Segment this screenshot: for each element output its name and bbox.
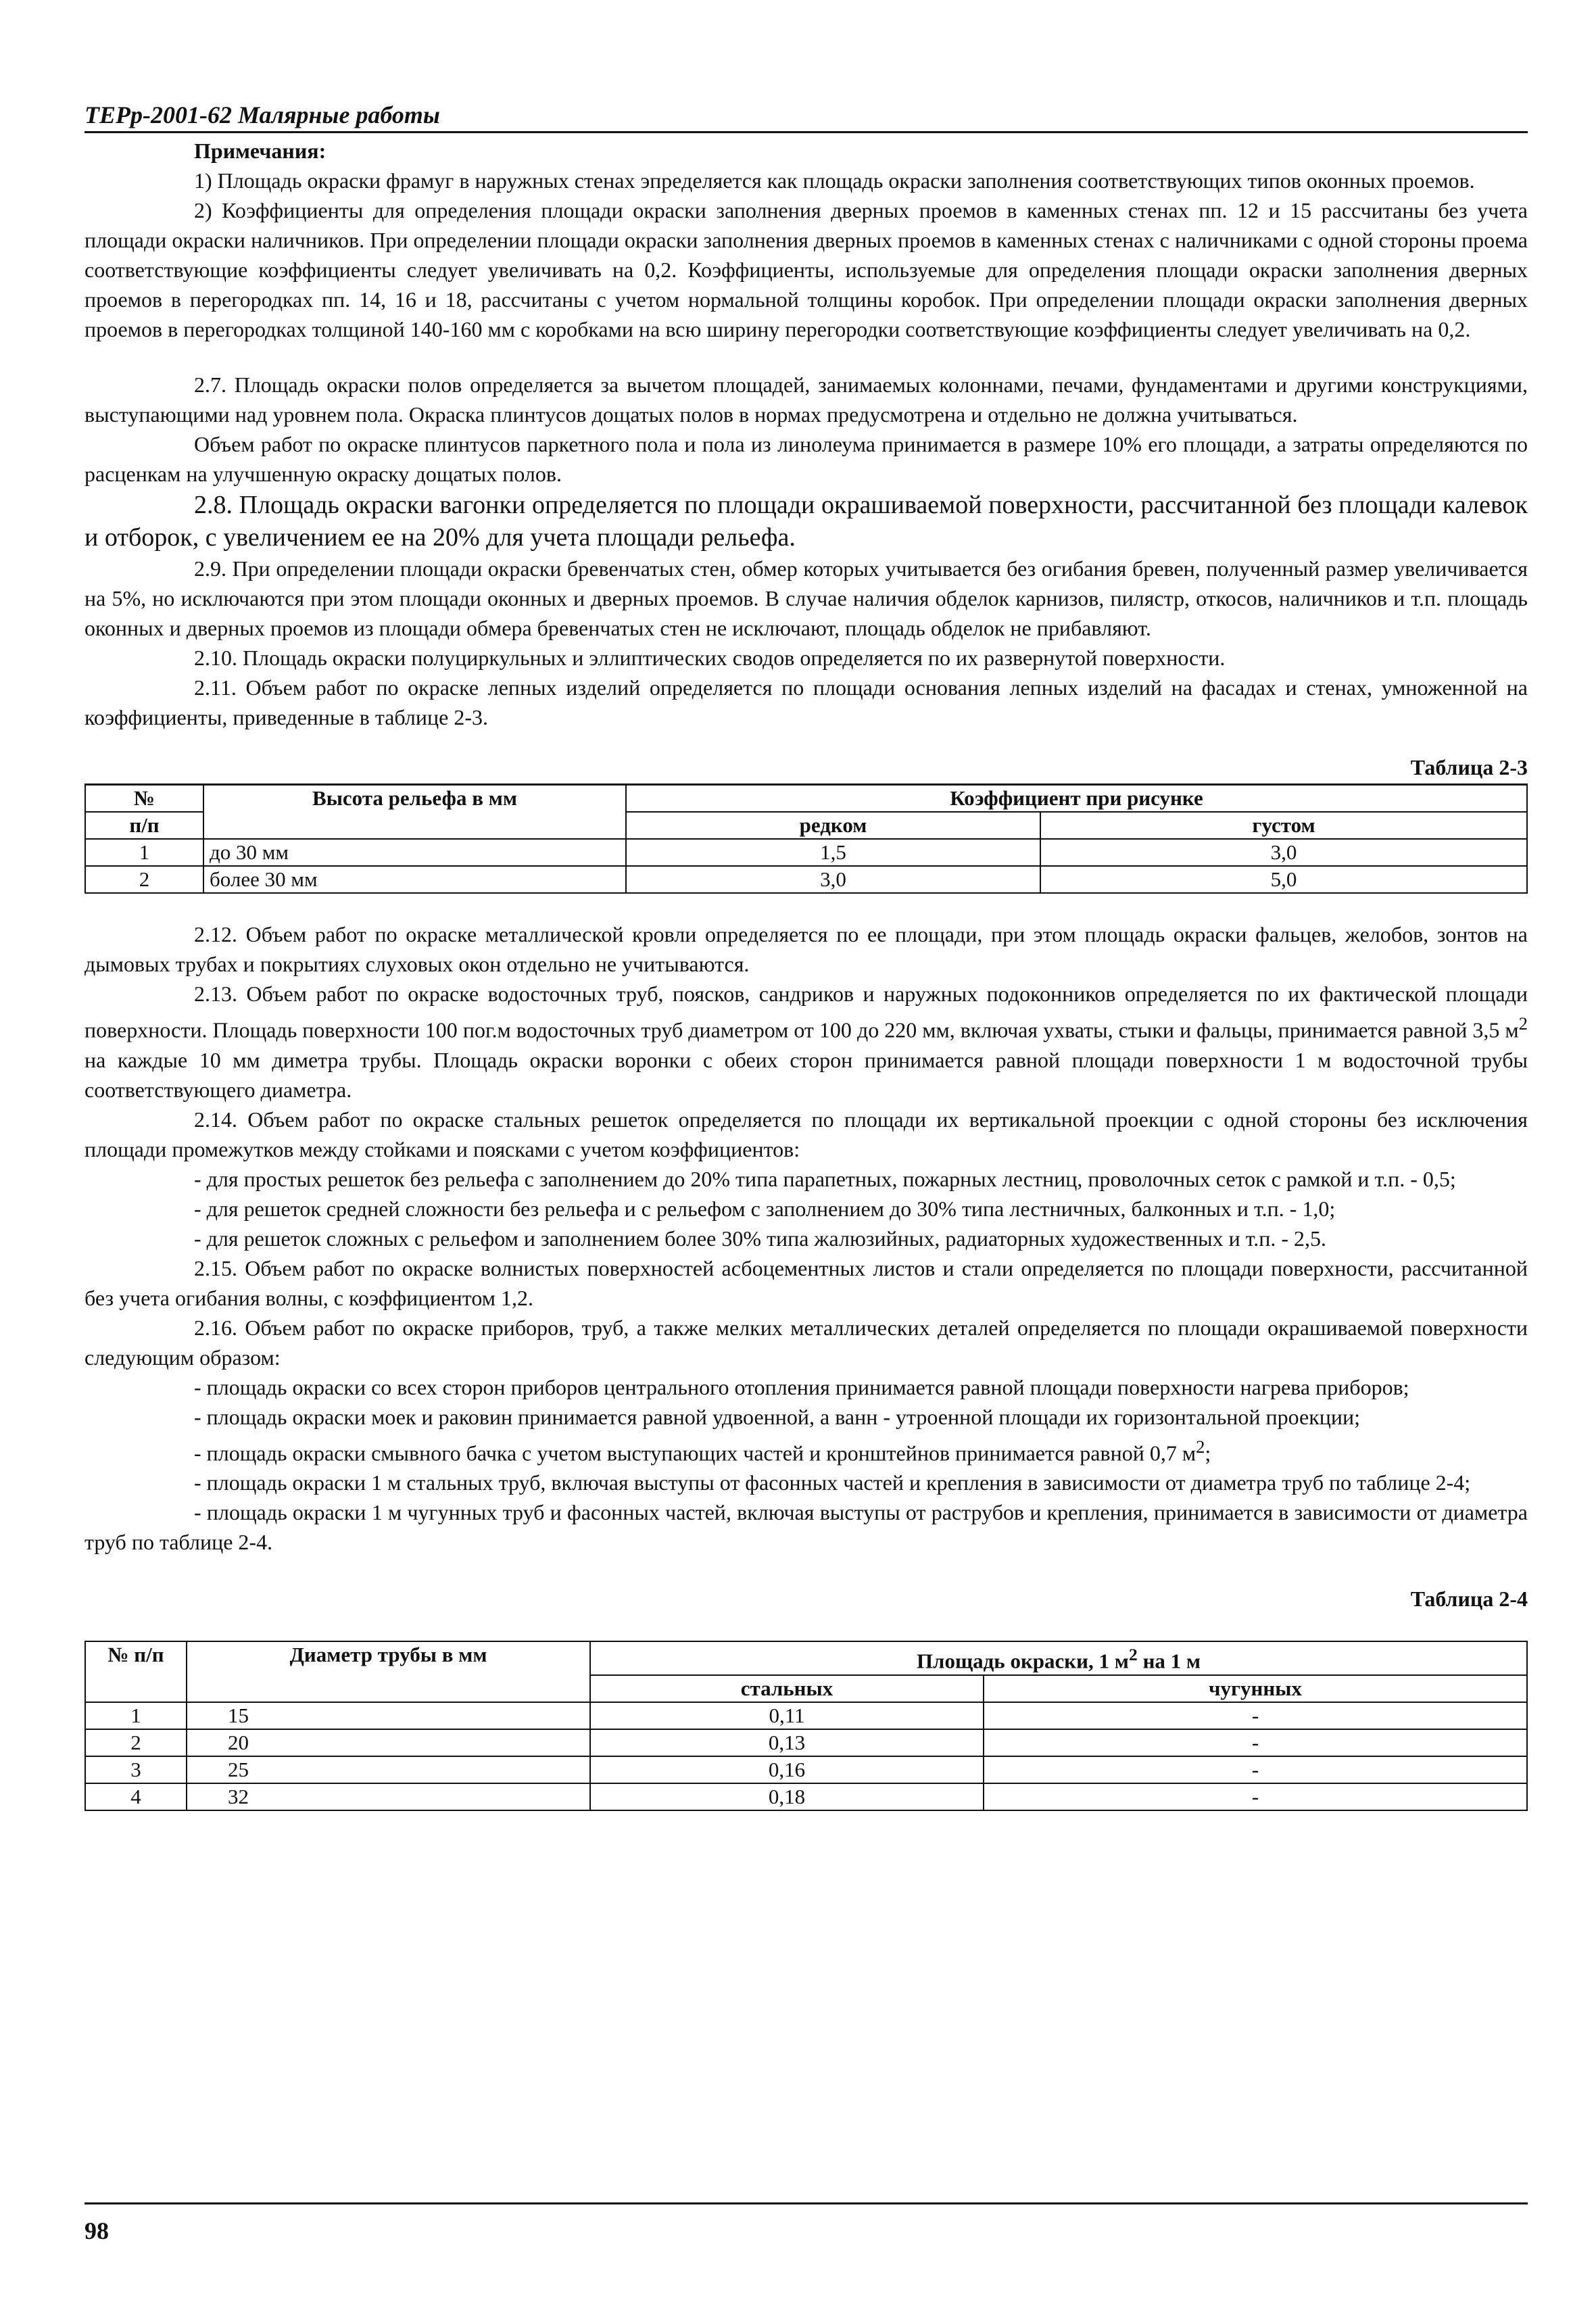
header-cell: № <box>85 785 203 813</box>
header-text: на 1 м <box>1137 1649 1201 1673</box>
clause-2-14: 2.14. Объем работ по окраске стальных решеток определяется по площади их вертикальной проекции с одной стороны без исключения площади промежутков между стойками и поясками с учетом коэффициентов: <box>84 1107 1528 1161</box>
table-cell: 15 <box>187 1702 590 1729</box>
clause-2-13-text: 2.13. Объем работ по окраске водосточных труб, поясков, сандриков и наружных подоконников определяется по их фактической площади поверхности. Площадь поверхности 100 пог.м водосточных труб диаметром от 100 до 220 мм, включая ухваты, стыки и фальцы, принимается равной 3,5 м <box>84 982 1528 1042</box>
list-item: - площадь окраски 1 м стальных труб, включая выступы от фасонных частей и крепления в зависимости от диаметра труб по таблице 2-4; <box>194 1470 1471 1495</box>
pipe-area-table <box>84 1641 1528 1810</box>
notes-title: Примечания: <box>194 139 327 163</box>
clause-2-8: 2.8. Площадь окраски вагонки определяется по площади окрашиваемой поверхности, рассчитанной без площади калевок и отборок, с увеличением ее на 20% для учета площади рельефа. <box>84 491 1528 552</box>
header-cell: редком <box>626 812 1040 839</box>
table-row <box>85 866 1527 893</box>
superscript: 2 <box>1128 1645 1138 1665</box>
header-cell: п/п <box>85 812 203 839</box>
clause-2-13-text: на каждые 10 мм диметра трубы. Площадь окраски воронки с обеих сторон принимается равной площади поверхности 1 м водосточной трубы соответствующего диаметра. <box>84 1047 1528 1102</box>
header-cell: № п/п <box>85 1641 187 1702</box>
header-cell: Диаметр трубы в мм <box>187 1641 590 1702</box>
relief-coefficient-table <box>84 783 1528 894</box>
table-cell: 20 <box>187 1729 590 1756</box>
list-item <box>84 1432 1528 1468</box>
header-text: Площадь окраски, 1 м <box>916 1649 1129 1673</box>
note-paragraph: 1) Площадь окраски фрамуг в наружных стенах эпределяется как площадь окраски заполнения соответствующих типов оконных проемов. <box>194 168 1475 193</box>
header-cell: Высота рельефа в мм <box>203 785 626 840</box>
table-row <box>85 839 1527 866</box>
clause-2-12: 2.12. Объем работ по окраске металлической кровли определяется по ее площади, при этом площадь окраски фальцев, желобов, зонтов на дымовых трубах и покрытиях слуховых окон отдельно не учитываются. <box>84 922 1528 976</box>
table-cell: более 30 мм <box>203 866 626 893</box>
document-page <box>84 101 1528 1811</box>
table-cell: 1,5 <box>626 839 1040 866</box>
table-cell: 4 <box>85 1783 187 1810</box>
table-row <box>85 1756 1527 1783</box>
list-item-text: - площадь окраски смывного бачка с учетом выступающих частей и кронштейнов принимается равной 0,7 м <box>194 1441 1196 1466</box>
table-row <box>85 1702 1527 1729</box>
table-cell: 1 <box>85 1702 187 1729</box>
note-paragraph: 2) Коэффициенты для определения площади окраски заполнения дверных проемов в каменных стенах пп. 12 и 15 рассчитаны без учета площади окраски наличников. При определении площади окраски заполнения дверных проемов в каменных стенах с наличниками с одной стороны проема соответствующие коэффициенты следует увеличивать на 0,2. Коэффициенты, используемые для определения площади окраски заполнения дверных проемов в перегородках пп. 14, 16 и 18, рассчитаны с учетом нормальной толщины коробок. При определении площади окраски заполнения дверных проемов в перегородках толщиной 140-160 мм с коробками на всю ширину перегородки соответствующие коэффициенты следует увеличивать на 0,2. <box>84 198 1528 341</box>
superscript: 2 <box>1518 1013 1528 1034</box>
clause-2-13 <box>84 979 1528 1105</box>
header-cell: чугунных <box>984 1675 1527 1702</box>
header-cell <box>590 1641 1527 1674</box>
table-cell: до 30 мм <box>203 839 626 866</box>
list-item: - для решеток сложных с рельефом и заполнением более 30% типа жалюзийных, радиаторных художественных и т.п. - 2,5. <box>194 1226 1327 1251</box>
list-item: - для решеток средней сложности без рельефа и с рельефом с заполнением до 30% типа лестничных, балконных и т.п. - 1,0; <box>194 1196 1336 1221</box>
clause-2-11: 2.11. Объем работ по окраске лепных изделий определяется по площади основания лепных изделий на фасадах и стенах, умноженной на коэффициенты, приведенные в таблице 2-3. <box>84 675 1528 729</box>
clause-2-16: 2.16. Объем работ по окраске приборов, труб, а также мелких металлических деталей определяется по площади окрашиваемой поверхности следующим образом: <box>84 1315 1528 1370</box>
table-cell: 0,13 <box>590 1729 984 1756</box>
table-caption: Таблица 2-3 <box>1410 755 1528 779</box>
clause-2-15: 2.15. Объем работ по окраске волнистых поверхностей асбоцементных листов и стали определяется по площади поверхности, рассчитанной без учета огибания волны, с коэффициентом 1,2. <box>84 1255 1528 1310</box>
clause-2-9: 2.9. При определении площади окраски бревенчатых стен, обмер которых учитывается без огибания бревен, полученный размер увеличивается на 5%, но исключаются при этом площади оконных и дверных проемов. В случае наличия обделок карнизов, пилястр, откосов, наличников и т.п. площадь оконных и дверных проемов из площади обмера бревенчатых стен не исключают, площадь обделок не прибавляют. <box>84 556 1528 640</box>
running-header: ТЕРр-2001-62 Малярные работы <box>84 101 1528 133</box>
table-cell: 0,18 <box>590 1783 984 1810</box>
table-cell: 3 <box>85 1756 187 1783</box>
header-cell: Коэффициент при рисунке <box>626 785 1527 813</box>
header-cell: густом <box>1040 812 1527 839</box>
table-cell: 0,11 <box>590 1702 984 1729</box>
clause-2-7-cont: Объем работ по окраске плинтусов паркетного пола и пола из линолеума принимается в размере 10% его площади, а затраты определяются по расценкам на улучшенную окраску дощатых полов. <box>84 432 1528 486</box>
table-cell: 0,16 <box>590 1756 984 1783</box>
list-item: - для простых решеток без рельефа с заполнением до 20% типа парапетных, пожарных лестниц, проволочных сеток с рамкой и т.п. - 0,5; <box>194 1166 1456 1191</box>
table-cell: - <box>984 1702 1527 1729</box>
clause-2-10: 2.10. Площадь окраски полуциркульных и эллиптических сводов определяется по их развернутой поверхности. <box>194 646 1226 670</box>
table-cell: 3,0 <box>1040 839 1527 866</box>
table-cell: 1 <box>85 839 203 866</box>
list-item: - площадь окраски со всех сторон приборов центрального отопления принимается равной площади поверхности нагрева приборов; <box>194 1374 1409 1399</box>
table-caption: Таблица 2-4 <box>1410 1587 1528 1612</box>
list-item-text: ; <box>1205 1441 1211 1466</box>
header-cell: стальных <box>590 1675 984 1702</box>
table-cell: 32 <box>187 1783 590 1810</box>
table-cell: 3,0 <box>626 866 1040 893</box>
page-number: 98 <box>84 2202 1528 2245</box>
table-cell: 5,0 <box>1040 866 1527 893</box>
superscript: 2 <box>1196 1436 1205 1457</box>
table-row <box>85 1729 1527 1756</box>
table-cell: - <box>984 1783 1527 1810</box>
list-item: - площадь окраски моек и раковин принимается равной удвоенной, а ванн - утроенной площади их горизонтальной проекции; <box>194 1404 1361 1429</box>
table-cell: - <box>984 1756 1527 1783</box>
table-row <box>85 1783 1527 1810</box>
table-cell: 25 <box>187 1756 590 1783</box>
table-cell: - <box>984 1729 1527 1756</box>
table-cell: 2 <box>85 866 203 893</box>
table-cell: 2 <box>85 1729 187 1756</box>
clause-2-7: 2.7. Площадь окраски полов определяется за вычетом площадей, занимаемых колоннами, печами, фундаментами и другими конструкциями, выступающими над уровнем пола. Окраска плинтусов дощатых полов в нормах предусмотрена и отдельно не должна учитываться. <box>84 372 1528 427</box>
list-item: - площадь окраски 1 м чугунных труб и фасонных частей, включая выступы от раструбов и крепления, принимается в зависимости от диаметра труб по таблице 2-4. <box>84 1500 1528 1555</box>
